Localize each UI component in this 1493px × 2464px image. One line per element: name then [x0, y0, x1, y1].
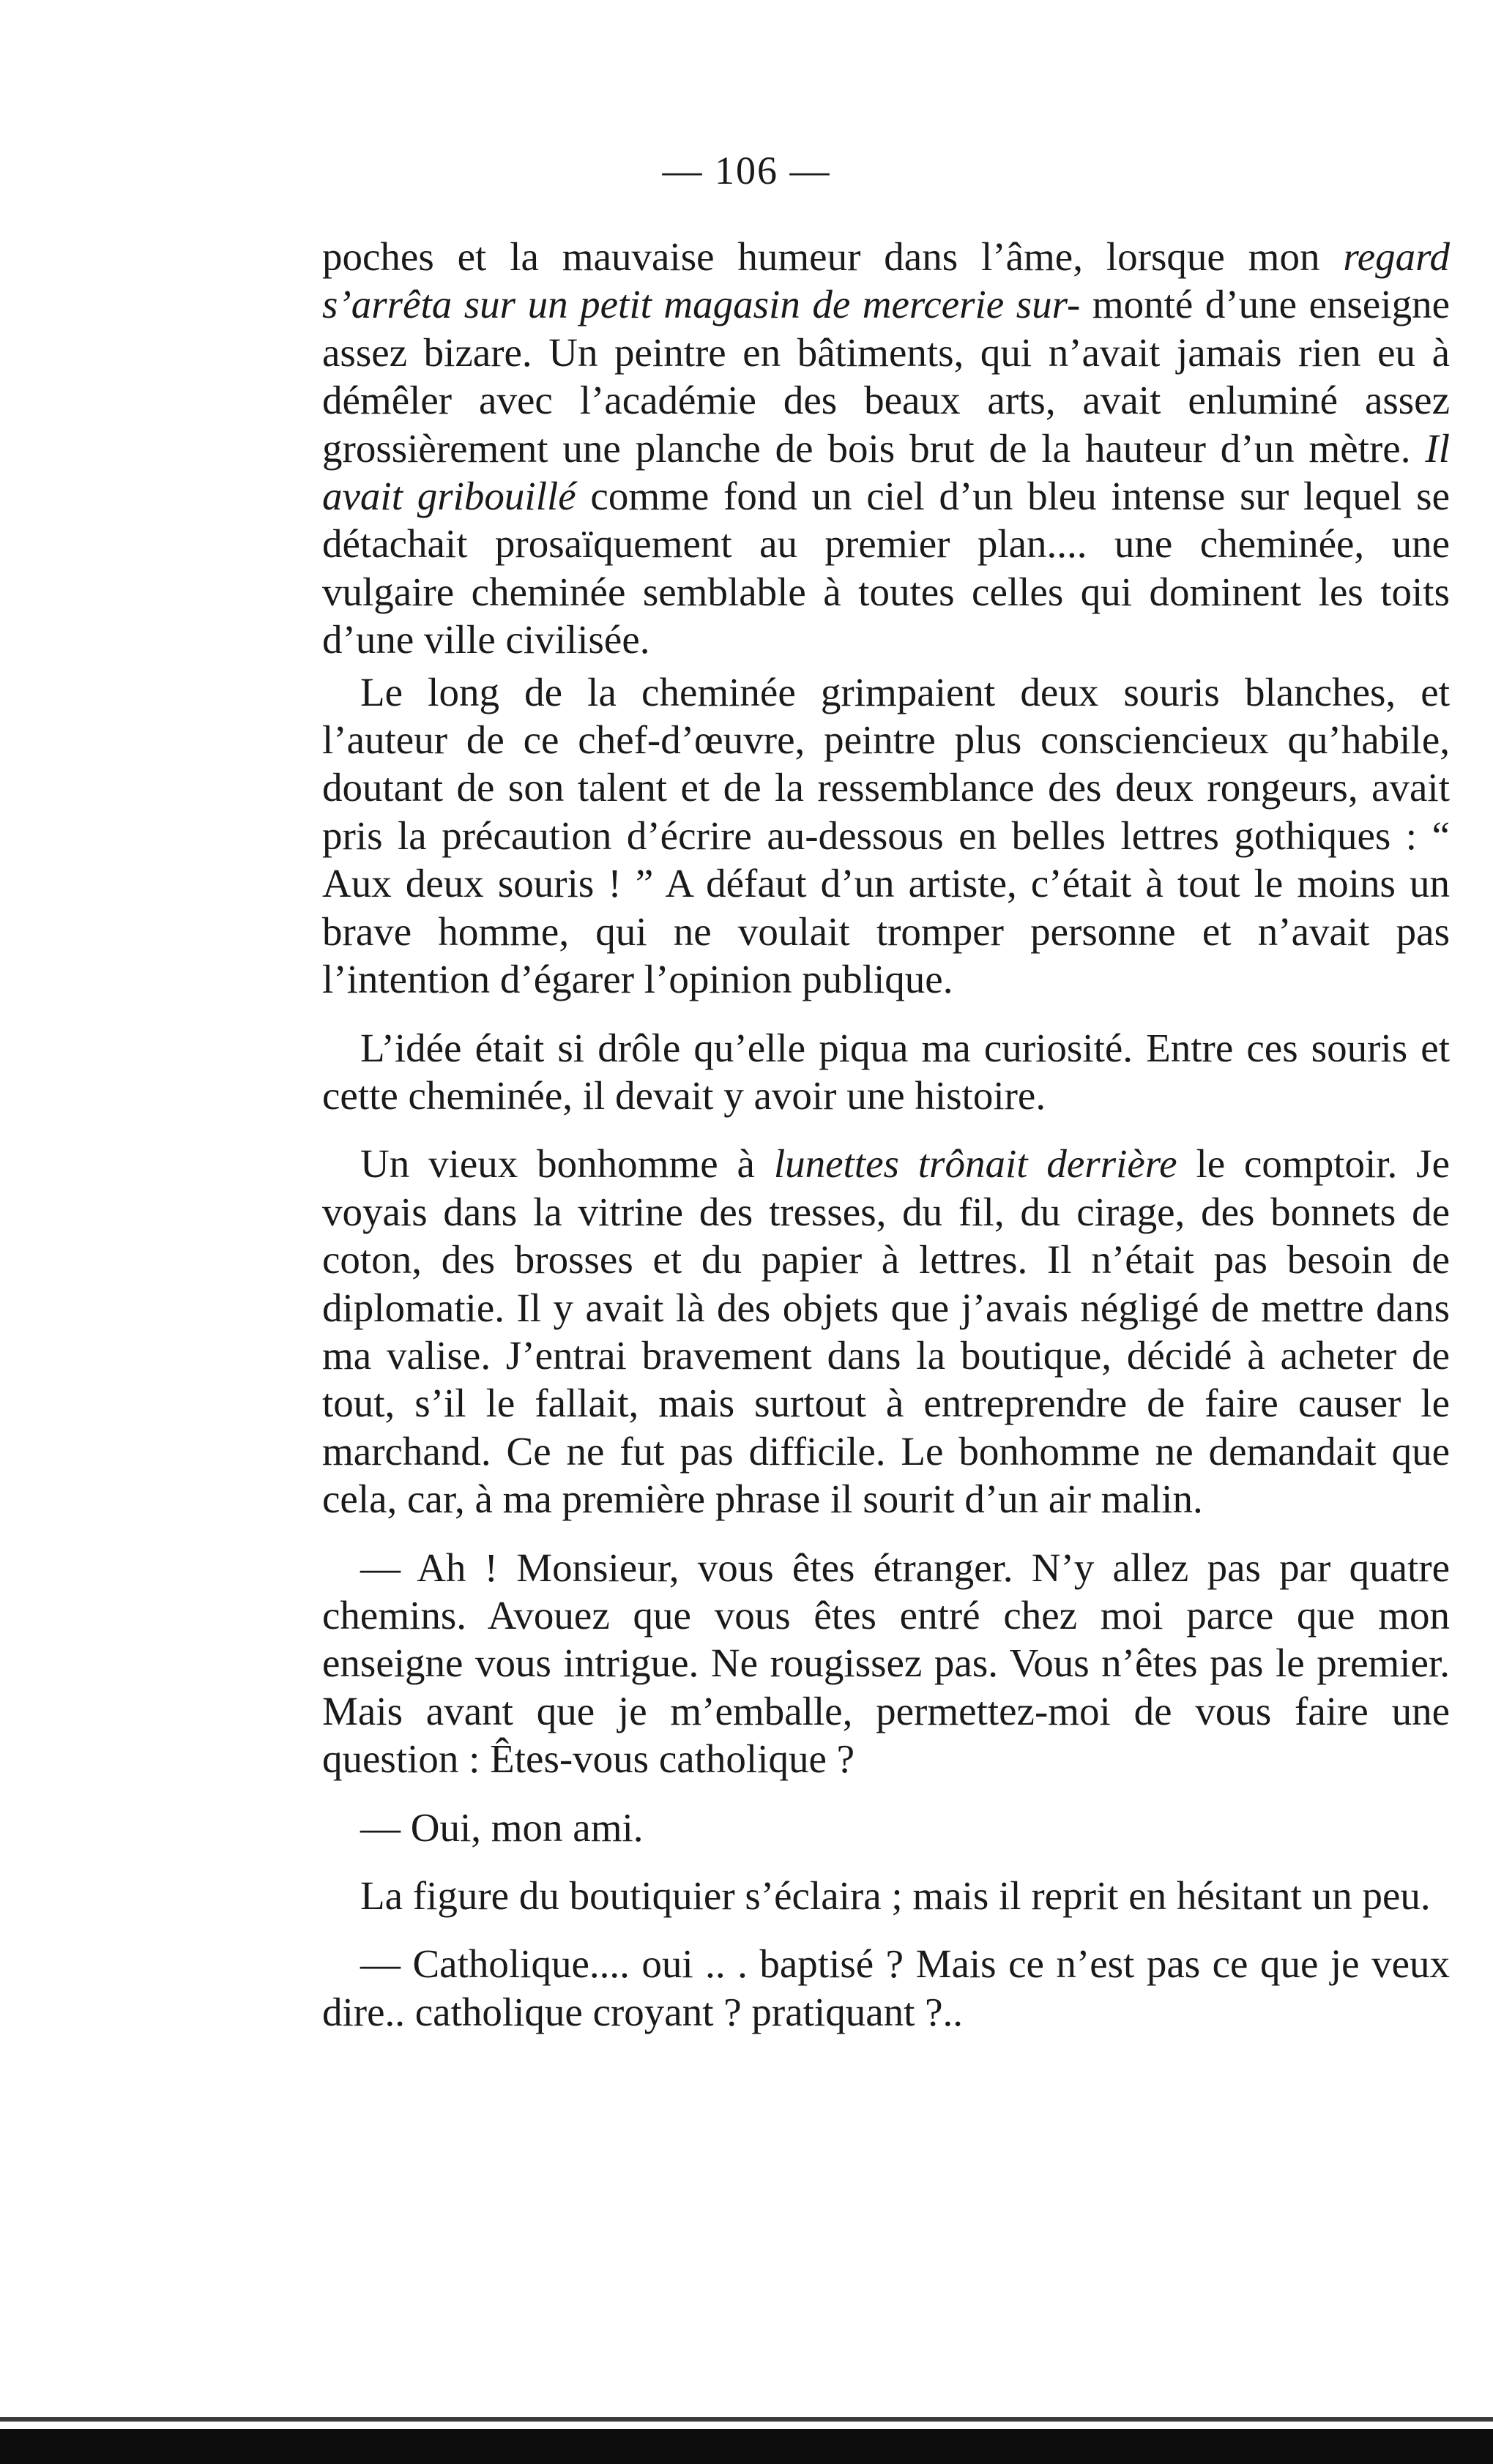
scan-edge-line — [0, 2417, 1493, 2422]
paragraph-3: L’idée était si drôle qu’elle piqua ma curiosité. Entre ces souris et cette cheminée, il devait y avoir une histoire. — [322, 1025, 1450, 1118]
paragraph-1-italic-a: regard s’arrêta sur un petit magasin de mercerie sur- — [322, 234, 1450, 327]
paragraph-4 — [322, 1140, 1450, 1523]
paragraph-5: — Ah ! Monsieur, vous êtes étranger. N’y allez pas par quatre chemins. Avouez que vous êtes entré chez moi parce que mon enseigne vous intrigue. Ne rougissez pas. Vous n’êtes pas le premier. Mais avant que je m’emballe, permettez-moi de vous faire une question : Êtes-vous catholique ? — [322, 1545, 1450, 1782]
paragraph-4-text-a: Un vieux bonhomme à — [360, 1141, 774, 1187]
paragraph-7: La figure du boutiquier s’éclaira ; mais il reprit en hésitant un peu. — [360, 1873, 1431, 1918]
page-number: — 106 — — [662, 149, 831, 193]
body-text — [322, 233, 1450, 2036]
paragraph-2: Le long de la cheminée grimpaient deux souris blanches, et l’auteur de ce chef-d’œuvre, peintre plus consciencieux qu’habile, doutant de son talent et de la ressemblance des deux rongeurs, avait pris la précaution d’écrire au-dessous en belles lettres gothiques : “ Aux deux souris ! ” A défaut d’un artiste, c’était à tout le moins un brave homme, qui ne voulait tromper personne et n’avait pas l’intention d’égarer l’opinion publique. — [322, 669, 1450, 1002]
paragraph-1-text-a: poches et la mauvaise humeur dans l’âme, lorsque mon — [322, 234, 1344, 279]
paragraph-1-italic-b: Il avait gribouillé — [322, 425, 1450, 519]
paragraph-1-text-c: comme fond un ciel d’un bleu intense sur lequel se détachait prosaïquement au premier plan.... une cheminée, une vulgaire cheminée semblable à toutes celles qui dominent les toits d’une ville civilisée. — [322, 474, 1450, 662]
scan-bottom-edge — [0, 2429, 1493, 2464]
paragraph-4-italic: lunettes trônait derrière — [773, 1141, 1177, 1187]
paragraph-8: — Catholique.... oui .. . baptisé ? Mais ce n’est pas ce que je veux dire.. catholique croyant ? pratiquant ?.. — [322, 1941, 1450, 2034]
paragraph-6: — Oui, mon ami. — [360, 1804, 644, 1850]
paragraph-1-text-b: monté d’une enseigne assez bizare. Un peintre en bâtiments, qui n’avait jamais rien eu à démêler avec l’académie des beaux arts, avait enluminé assez grossièrement une planche de bois brut de la hauteur d’un mètre. — [322, 282, 1451, 471]
paragraph-1 — [322, 233, 1450, 664]
paragraph-4-text-b: le comptoir. Je voyais dans la vitrine des tresses, du fil, du cirage, des bonnets de coton, des brosses et du papier à lettres. Il n’était pas besoin de diplomatie. Il y avait là des objets que j’avais négligé de mettre dans ma valise. J’entrai bravement dans la boutique, décidé à acheter de tout, s’il le fallait, mais surtout à entreprendre de faire causer le marchand. Ce ne fut pas difficile. Le bonhomme ne demandait que cela, car, à ma première phrase il sourit d’un air malin. — [322, 1141, 1451, 1522]
